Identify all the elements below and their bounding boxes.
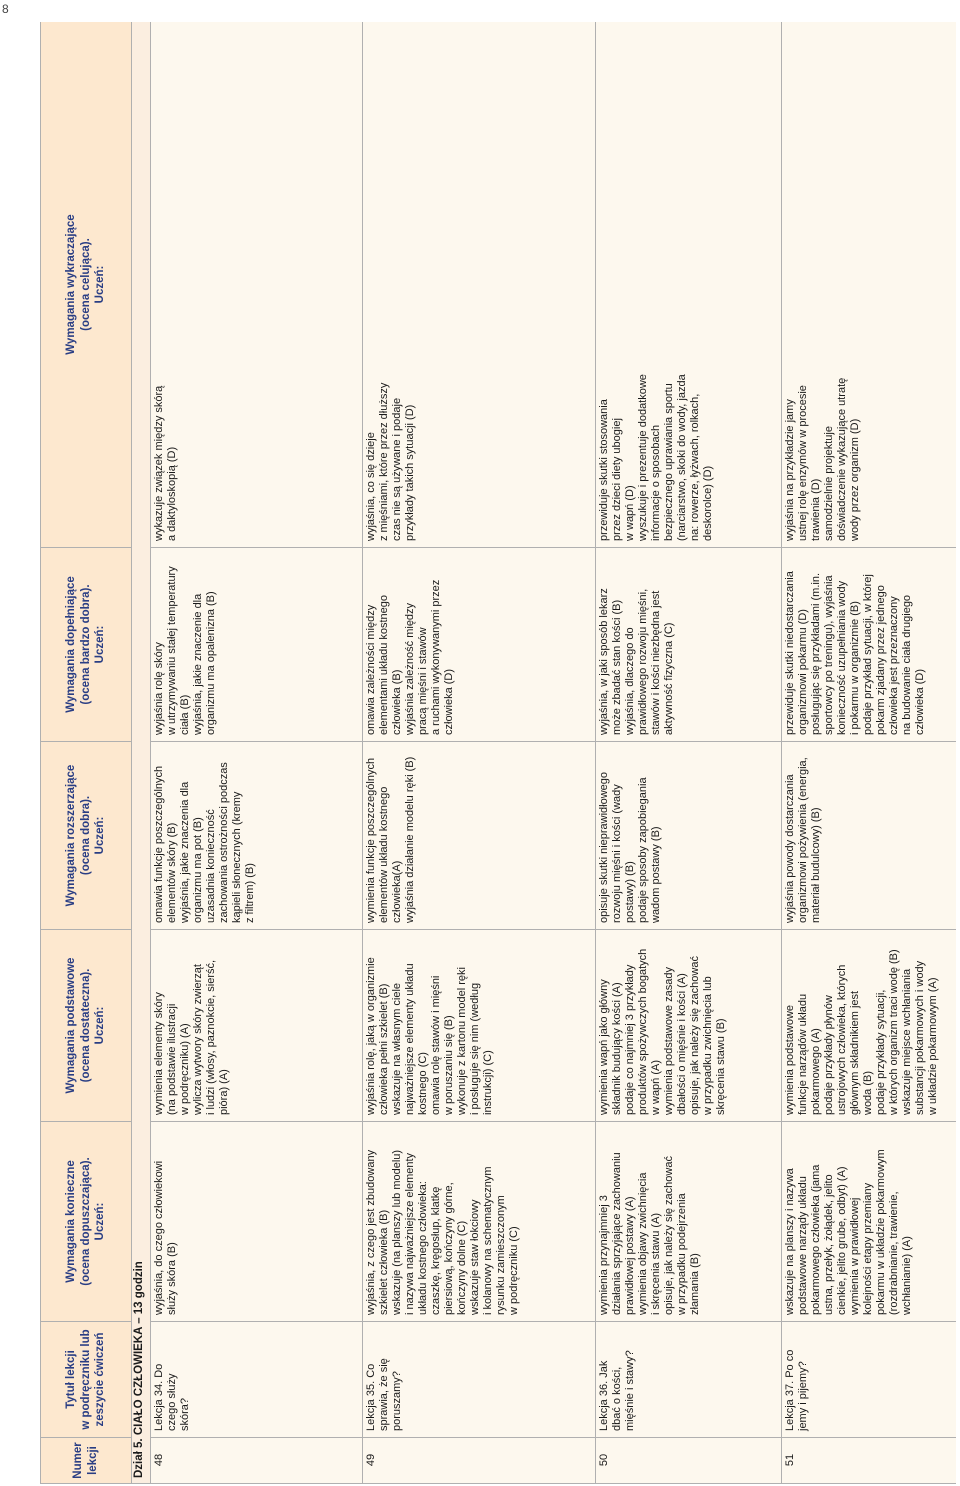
rotated-table-area — [40, 22, 956, 1484]
req-rozszerzajace: wyjaśnia powody dostarczania organizmowi pożywienia (energia, materiał budulcowy) (B) — [782, 742, 957, 930]
req-konieczne: wskazuje na planszy i nazywa podstawowe narządy układu pokarmowego człowieka (jama ustna, przełyk, żołądek, jelito cienkie, jelito grube, odbyt) (A) wymienia w prawidłowej kolejności etapy przemiany pokarmu w układzie pokarmowym (rozdrabnianie, trawienie, wchłanianie) (A) — [782, 1122, 957, 1322]
col-header-podstawowe: Wymagania podstawowe (ocena dostateczna). Uczeń: — [41, 930, 132, 1122]
req-wykraczajace: wyjaśnia na przykładzie jamy ustnej rolę enzymów w procesie trawienia (D) samodzielnie projektuje doświadczenie wykazujące utratę wody przez organizm (D) — [782, 22, 957, 548]
req-dopelniajace: wyjaśnia, w jaki sposób lekarz może zbadać stan kości (B) wyjaśnia, dlaczego do prawidłowego rozwoju mięśni, stawów i kości niezbędna jest aktywność fizyczna (C) — [596, 548, 782, 742]
table-row — [596, 22, 782, 1484]
lesson-number: 49 — [363, 1438, 596, 1484]
col-header-number: Numer lekcji — [41, 1438, 132, 1484]
req-dopelniajace: omawia zależności między elementami układu kostnego człowieka (B) wyjaśnia zależność między pracą mięśni i stawów a ruchami wykonywanymi przez człowieka (D) — [363, 548, 596, 742]
table-row — [782, 22, 957, 1484]
col-header-wykraczajace: Wymagania wykraczające (ocena celująca). Uczeń: — [41, 22, 132, 548]
req-podstawowe: wyjaśnia rolę, jaką w organizmie człowieka pełni szkielet (B) wskazuje na własnym ciele najważniejsze elementy układu kostnego (C) omawia rolę stawów i mięśni w poruszaniu się (B) wykonuje z kartonu model ręki i posługuje się nim (według instrukcji) (C) — [363, 930, 596, 1122]
lesson-title: Lekcja 36. Jak dbać o kości, mięśnie i stawy? — [596, 1322, 782, 1438]
req-podstawowe: wymienia wapń jako główny składnik budujący kości (A) podaje co najmniej 3 przykłady produktów spożywczych bogatych w wapń (A) wymienia podstawowe zasady dbałości o mięśnie i kości (A) opisuje, jak należy się zachować w przypadku zwichnięcia lub skręcenia stawu (B) — [596, 930, 782, 1122]
req-konieczne: wyjaśnia, do czego człowiekowi służy skóra (B) — [151, 1122, 363, 1322]
req-rozszerzajace: omawia funkcje poszczególnych elementów skóry (B) wyjaśnia, jakie znaczenia dla organizmu ma pot (B) uzasadnia konieczność zachowania ostrożności podczas kąpieli słonecznych (kremy z filtrem) (B) — [151, 742, 363, 930]
col-header-title: Tytuł lekcji w podręczniku lub zeszycie ćwiczeń — [41, 1322, 132, 1438]
req-wykraczajace: wykazuje związek między skórą a daktyloskopią (D) — [151, 22, 363, 548]
lesson-number: 50 — [596, 1438, 782, 1484]
col-header-konieczne: Wymagania konieczne (ocena dopuszczająca). Uczeń: — [41, 1122, 132, 1322]
lesson-number: 51 — [782, 1438, 957, 1484]
lesson-title: Lekcja 37. Po co jemy i pijemy? — [782, 1322, 957, 1438]
req-konieczne: wymienia przynajmniej 3 działania sprzyjające zachowaniu prawidłowej postawy (A) wymienia objawy zwichnięcia i skręcenia stawu (A) opisuje, jak należy się zachować w przypadku podejrzenia złamania (B) — [596, 1122, 782, 1322]
req-rozszerzajace: wymienia funkcje poszczególnych elementów układu kostnego człowieka(A) wyjaśnia działanie modelu ręki (B) — [363, 742, 596, 930]
section-title: Dział 5. CIAŁO CZŁOWIEKA – 13 godzin — [132, 22, 151, 1484]
table-row — [151, 22, 363, 1484]
req-wykraczajace: wyjaśnia, co się dzieje z mięśniami, które przez dłuższy czas nie są używane i podaje przykłady takich sytuacji (D) — [363, 22, 596, 548]
req-rozszerzajace: opisuje skutki nieprawidłowego rozwoju mięśni i kości (wady postawy) (B) podaje sposoby zapobiegania wadom postawy (B) — [596, 742, 782, 930]
page-number: 8 — [2, 2, 9, 16]
lesson-title: Lekcja 35. Co sprawia, że się poruszamy? — [363, 1322, 596, 1438]
req-wykraczajace: przewiduje skutki stosowania przez dzieci diety ubogiej w wapń (D) wyszukuje i prezentuje dodatkowe informacje o sposobach bezpiecznego uprawiania sportu (narciarstwo, skoki do wody, jazda na: rowerze, łyżwach, rolkach, deskorolce) (D) — [596, 22, 782, 548]
req-dopelniajace: wyjaśnia rolę skóry w utrzymywaniu stałej temperatury ciała (B) wyjaśnia, jakie znaczenie dla organizmu ma opalenizna (B) — [151, 548, 363, 742]
section-row — [132, 22, 151, 1484]
col-header-rozszerzajace: Wymagania rozszerzające (ocena dobra). Uczeń: — [41, 742, 132, 930]
requirements-table — [40, 22, 956, 1484]
table-row — [363, 22, 596, 1484]
table-rotator — [40, 22, 956, 1484]
header-row — [41, 22, 132, 1484]
req-konieczne: wyjaśnia, z czego jest zbudowany szkielet człowieka (B) wskazuje (na planszy lub modelu) i nazywa najważniejsze elementy układu kostnego człowieka: czaszkę, kręgosłup, klatkę piersiową, kończyny górne, kończyny dolne (C) wskazuje staw łokciowy i kolanowy na schematycznym rysunku zamieszczonym w podręczniku (C) — [363, 1122, 596, 1322]
req-podstawowe: wymienia elementy skóry (na podstawie ilustracji w podręczniku) (A) wylicza wytwory skóry zwierząt i ludzi (włosy, paznokcie, sierść, pióra) (A) — [151, 930, 363, 1122]
lesson-number: 48 — [151, 1438, 363, 1484]
lesson-title: Lekcja 34. Do czego służy skóra? — [151, 1322, 363, 1438]
req-podstawowe: wymienia podstawowe funkcje narządów układu pokarmowego (A) podaje przykłady płynów ustrojowych człowieka, których głównym składnikiem jest woda (B) podaje przykłady sytuacji, w których organizm traci wodę (B) wskazuje miejsce wchłaniania substancji pokarmowych i wody w układzie pokarmowym (A) — [782, 930, 957, 1122]
req-dopelniajace: przewiduje skutki niedostarczania organizmowi pokarmu (D) posługując się przykładami (m.in. sportowcy po treningu), wyjaśnia konieczność uzupełniania wody i pokarmu w organizmie (B) podaje przykład sytuacji, w której pokarm zjadany przez jednego człowieka jest przeznaczony na budowanie ciała drugiego człowieka (D) — [782, 548, 957, 742]
col-header-dopelniajace: Wymagania dopełniające (ocena bardzo dobra). Uczeń: — [41, 548, 132, 742]
